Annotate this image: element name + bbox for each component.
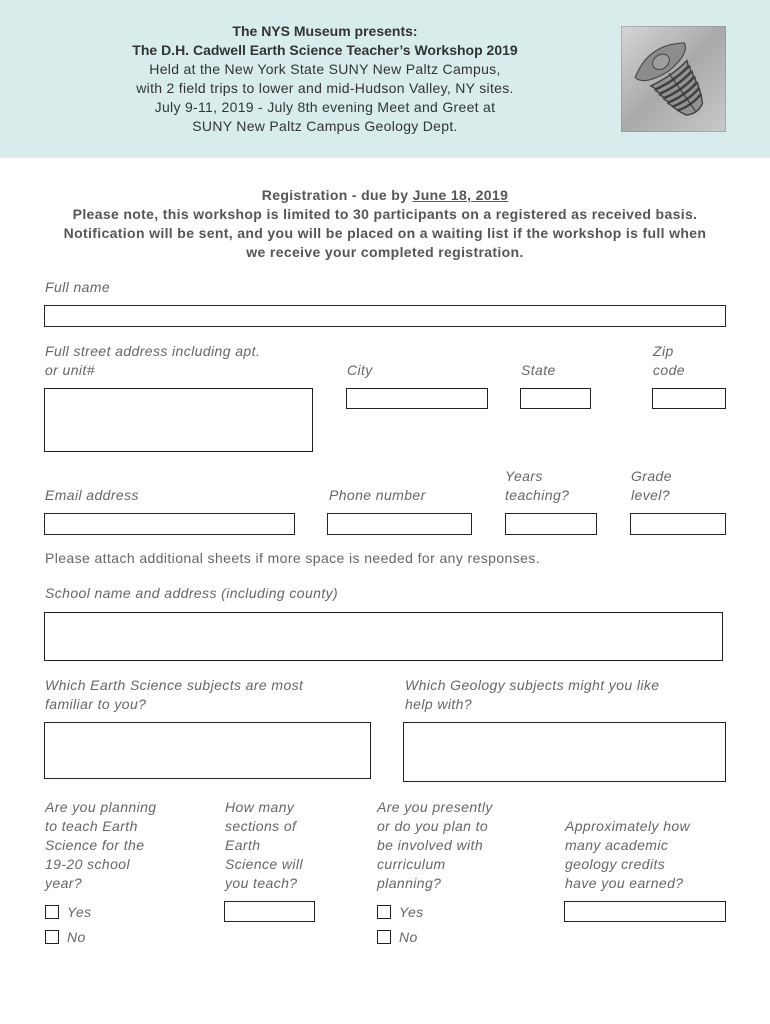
teach-yes-checkbox[interactable]	[45, 905, 59, 919]
header-banner	[0, 0, 770, 158]
street-address-field[interactable]	[44, 388, 313, 452]
earth-science-subjects-label: Which Earth Science subjects are most familiar to you?	[45, 677, 304, 712]
zip-label: Zip code	[653, 343, 685, 378]
geology-subjects-field[interactable]	[403, 722, 726, 782]
geology-credits-field[interactable]	[564, 901, 726, 922]
email-field[interactable]	[44, 513, 295, 535]
header-line-5: July 9-11, 2019 - July 8th evening Meet and Greet at	[154, 99, 496, 115]
registration-note-3: we receive your completed registration.	[246, 244, 524, 260]
trilobite-fossil-image	[621, 26, 726, 132]
curriculum-yes-label: Yes	[399, 904, 424, 920]
geology-subjects-label: Which Geology subjects might you like help with?	[405, 677, 660, 712]
city-field[interactable]	[346, 388, 488, 409]
teach-yes-label: Yes	[67, 904, 92, 920]
due-date: June 18, 2019	[412, 187, 509, 203]
email-label: Email address	[45, 487, 139, 503]
header-line-6: SUNY New Paltz Campus Geology Dept.	[192, 118, 458, 134]
curriculum-planning-label: Are you presently or do you plan to be involved with curriculum planning?	[377, 799, 493, 891]
phone-field[interactable]	[327, 513, 472, 535]
street-address-label: Full street address including apt. or unit#	[45, 343, 261, 378]
planning-to-teach-label: Are you planning to teach Earth Science for the 19-20 school year?	[45, 799, 157, 891]
curriculum-yes-checkbox[interactable]	[377, 905, 391, 919]
registration-due: Registration - due by June 18, 2019	[261, 187, 509, 203]
school-label: School name and address (including county)	[45, 585, 339, 601]
school-field[interactable]	[44, 612, 723, 661]
registration-note-2: Notification will be sent, and you will be placed on a waiting list if the workshop is full when	[63, 225, 707, 241]
curriculum-no-label: No	[399, 929, 418, 945]
header-line-4: with 2 field trips to lower and mid-Hudson Valley, NY sites.	[136, 80, 514, 96]
teach-no-label: No	[67, 929, 86, 945]
header-line-3: Held at the New York State SUNY New Paltz Campus,	[149, 61, 501, 77]
header-title-2: The D.H. Cadwell Earth Science Teacher’s Workshop 2019	[132, 42, 518, 58]
sections-count-field[interactable]	[224, 901, 315, 922]
teach-no-checkbox[interactable]	[45, 930, 59, 944]
geology-credits-label: Approximately how many academic geology credits have you earned?	[565, 818, 691, 891]
curriculum-no-checkbox[interactable]	[377, 930, 391, 944]
sections-count-label: How many sections of Earth Science will you teach?	[225, 799, 303, 891]
city-label: City	[347, 362, 373, 378]
zip-field[interactable]	[652, 388, 726, 409]
registration-notice	[0, 186, 770, 262]
state-label: State	[521, 362, 556, 378]
phone-label: Phone number	[329, 487, 426, 503]
grade-level-label: Grade level?	[631, 468, 672, 503]
attach-sheets-note: Please attach additional sheets if more space is needed for any responses.	[45, 550, 540, 566]
earth-science-subjects-field[interactable]	[44, 722, 371, 779]
years-teaching-field[interactable]	[505, 513, 597, 535]
state-field[interactable]	[520, 388, 591, 409]
full-name-label: Full name	[45, 279, 111, 295]
full-name-field[interactable]	[44, 305, 726, 327]
years-teaching-label: Years teaching?	[505, 468, 570, 503]
registration-note-1: Please note, this workshop is limited to 30 participants on a registered as received basis.	[72, 206, 698, 222]
header-text	[60, 22, 590, 136]
header-title-1: The NYS Museum presents:	[232, 23, 418, 39]
grade-level-field[interactable]	[630, 513, 726, 535]
